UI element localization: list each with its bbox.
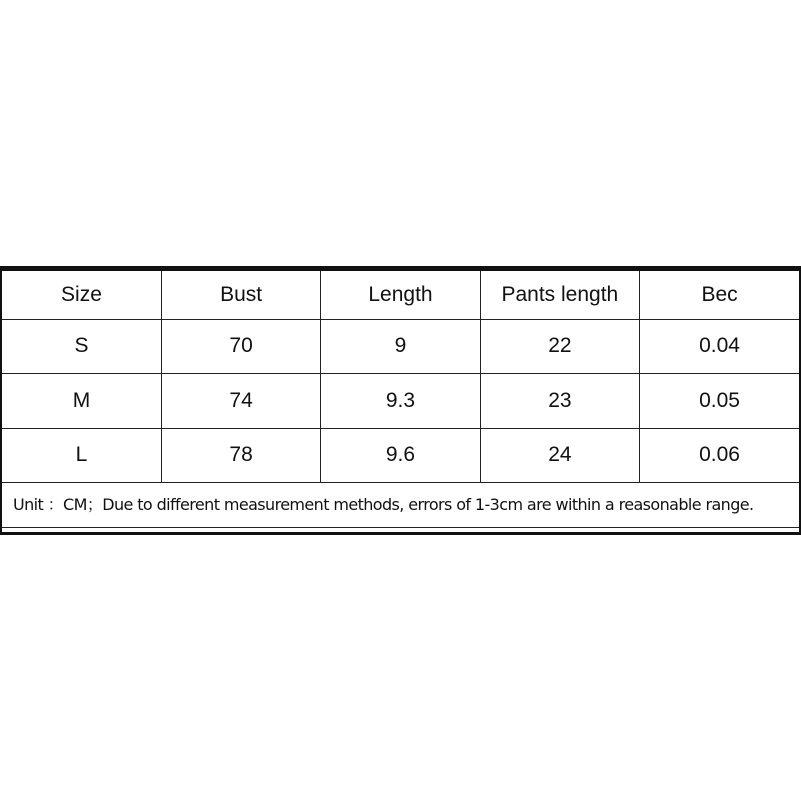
cell-size: L: [2, 428, 161, 482]
measurement-note: Unit ：CM；Due to different measurement methods, errors of 1-3cm are within a reasonable range.: [13, 494, 754, 514]
footnote-row: [2, 482, 799, 527]
size-chart-table: [2, 271, 799, 528]
cell-pants-length: 23: [480, 373, 639, 428]
cell-bust: 70: [161, 319, 320, 373]
footnote-cell: [2, 482, 799, 527]
column-header-length: Length: [321, 271, 480, 319]
table-row: [2, 319, 799, 373]
cell-length: 9.6: [321, 428, 480, 482]
column-header-size: Size: [2, 271, 161, 319]
column-header-pants-length: Pants length: [480, 271, 639, 319]
column-header-bust: Bust: [161, 271, 320, 319]
cell-bust: 78: [161, 428, 320, 482]
size-chart: [0, 266, 801, 535]
cell-size: M: [2, 373, 161, 428]
cell-pants-length: 22: [480, 319, 639, 373]
cell-bec: 0.04: [640, 319, 799, 373]
cell-bust: 74: [161, 373, 320, 428]
cell-bec: 0.06: [640, 428, 799, 482]
table-header-row: [2, 271, 799, 319]
cell-bec: 0.05: [640, 373, 799, 428]
cell-length: 9: [321, 319, 480, 373]
cell-size: S: [2, 319, 161, 373]
column-header-bec: Bec: [640, 271, 799, 319]
cell-length: 9.3: [321, 373, 480, 428]
table-row: [2, 373, 799, 428]
table-row: [2, 428, 799, 482]
cell-pants-length: 24: [480, 428, 639, 482]
